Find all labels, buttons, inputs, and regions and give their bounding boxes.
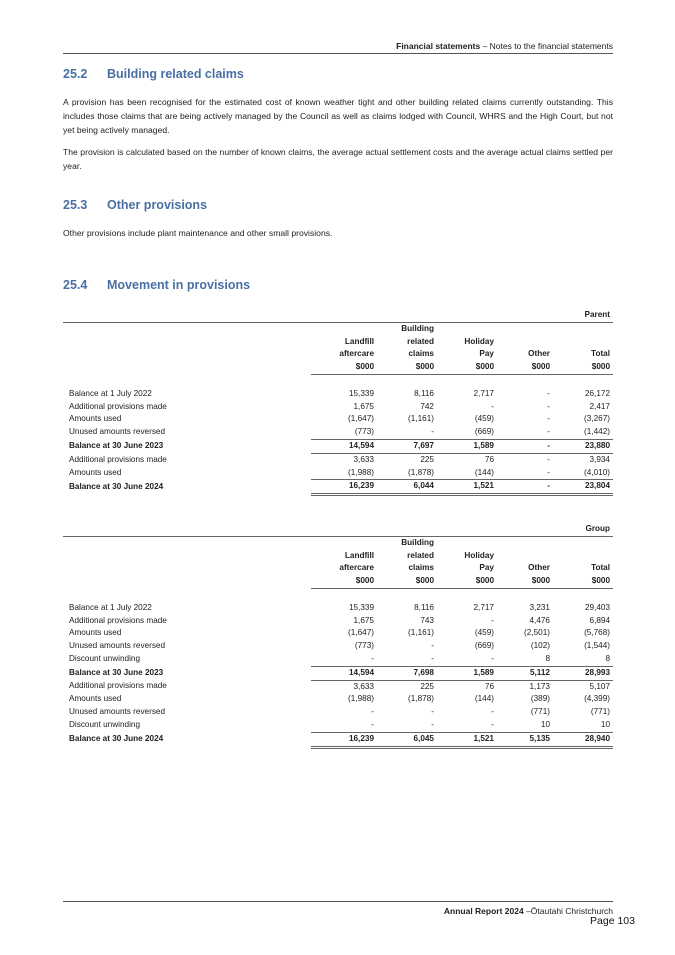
cell-total: 6,894 xyxy=(589,615,611,625)
cell-other: - xyxy=(547,427,550,437)
col-other-unit: $000 xyxy=(497,361,553,374)
col-total-line3: Total xyxy=(591,349,610,359)
cell-building: 743 xyxy=(420,615,434,625)
row-label: Balance at 30 June 2024 xyxy=(69,481,164,491)
cell-total: (3,267) xyxy=(584,414,610,424)
col-landfill-line2: Landfill xyxy=(344,336,374,346)
cell-holiday: (144) xyxy=(474,467,494,477)
cell-other: 5,112 xyxy=(497,666,553,680)
column-header-row-3 xyxy=(63,562,613,575)
col-other-line1 xyxy=(497,322,553,335)
cell-total: (5,768) xyxy=(584,628,611,638)
row-label: Discount unwinding xyxy=(69,654,141,664)
col-building-line2: related xyxy=(407,336,434,346)
cell-building: 742 xyxy=(420,401,434,411)
cell-holiday: 76 xyxy=(484,681,494,691)
cell-landfill: 3,633 xyxy=(353,454,374,464)
cell-other: - xyxy=(497,439,553,453)
col-total-line1 xyxy=(553,322,613,335)
cell-total: 29,403 xyxy=(584,602,611,612)
cell-building: - xyxy=(431,427,434,437)
subtotal-row xyxy=(63,666,613,680)
col-holiday-line3: Pay xyxy=(479,563,494,573)
cell-other: 3,231 xyxy=(529,602,550,612)
table-row xyxy=(63,413,613,426)
row-label: Amounts used xyxy=(69,694,122,704)
row-label: Balance at 1 July 2022 xyxy=(69,388,152,398)
cell-holiday: (144) xyxy=(474,694,494,704)
col-building-unit: $000 xyxy=(377,361,437,374)
cell-landfill: 16,239 xyxy=(311,732,377,747)
cell-total: (771) xyxy=(590,707,611,717)
cell-building: 7,697 xyxy=(377,439,437,453)
header-rule xyxy=(63,53,613,54)
cell-landfill: (1,988) xyxy=(348,694,374,704)
cell-total: 8 xyxy=(605,653,611,663)
cell-other: (2,501) xyxy=(524,628,550,638)
cell-building: - xyxy=(431,719,434,729)
col-other-unit: $000 xyxy=(497,575,553,588)
cell-landfill: 1,675 xyxy=(353,615,374,625)
closing-balance-row xyxy=(63,732,613,747)
col-building-unit: $000 xyxy=(377,575,437,588)
cell-building: - xyxy=(431,641,434,651)
section-number: 25.4 xyxy=(63,278,88,292)
cell-other: (102) xyxy=(530,641,550,651)
cell-landfill: - xyxy=(371,719,374,729)
cell-other: 1,173 xyxy=(529,681,550,691)
table-row xyxy=(63,693,613,706)
col-other-line3: Other xyxy=(528,349,550,359)
header-section: Financial statements xyxy=(396,41,481,51)
cell-other: - xyxy=(547,401,550,411)
cell-holiday: - xyxy=(491,719,494,729)
cell-building: 6,045 xyxy=(377,732,437,747)
cell-total: 23,804 xyxy=(553,480,613,495)
section-number: 25.2 xyxy=(63,67,88,81)
cell-holiday: 1,589 xyxy=(437,439,497,453)
cell-holiday: - xyxy=(491,707,494,717)
section-number: 25.3 xyxy=(63,198,88,212)
entity-header-row xyxy=(63,523,613,536)
cell-holiday: 76 xyxy=(484,454,494,464)
cell-building: 225 xyxy=(420,681,434,691)
cell-total: 28,940 xyxy=(553,732,613,747)
cell-building: 8,116 xyxy=(414,602,434,612)
column-header-row-2 xyxy=(63,550,613,563)
col-building-line1: Building xyxy=(401,323,434,333)
cell-holiday: 2,717 xyxy=(473,388,494,398)
row-label: Additional provisions made xyxy=(69,615,167,625)
table-row xyxy=(63,615,613,628)
cell-total: (4,399) xyxy=(584,694,611,704)
cell-holiday: (669) xyxy=(474,427,494,437)
table-row xyxy=(63,640,613,653)
row-label: Amounts used xyxy=(69,628,122,638)
cell-holiday: 1,589 xyxy=(437,666,497,680)
cell-building: - xyxy=(431,707,434,717)
entity-header-row xyxy=(63,309,613,322)
table-row xyxy=(63,401,613,414)
table-row xyxy=(63,602,613,615)
col-landfill-line3: aftercare xyxy=(339,349,374,359)
footer-report: Annual Report 2024 xyxy=(443,906,524,916)
cell-other: - xyxy=(497,480,553,495)
building-claims-paragraph-1: A provision has been recognised for the estimated cost of known weather tight and other building related claims currently outstanding. This includes those claims that are being actively managed by the Council as well as claims lodged with Council, WHRS and the High Court, but not yet being actively managed. xyxy=(63,97,613,135)
running-header xyxy=(63,41,613,51)
row-label: Amounts used xyxy=(69,414,122,424)
row-label: Unused amounts reversed xyxy=(69,707,166,717)
other-provisions-paragraph: Other provisions include plant maintenance and other small provisions. xyxy=(63,228,333,238)
cell-other: 4,476 xyxy=(529,615,550,625)
cell-landfill: 16,239 xyxy=(311,480,377,495)
col-other-line2 xyxy=(497,336,553,349)
building-claims-paragraph-2: The provision is calculated based on the number of known claims, the average actual settlement costs and the average actual claims settled per year. xyxy=(63,147,613,171)
col-holiday-unit: $000 xyxy=(437,361,497,374)
section-title-text: Movement in provisions xyxy=(107,278,251,292)
cell-building: 7,698 xyxy=(377,666,437,680)
cell-other: (771) xyxy=(530,707,550,717)
cell-building: 6,044 xyxy=(377,480,437,495)
cell-other: 10 xyxy=(540,719,550,729)
column-header-row-1 xyxy=(63,322,613,335)
cell-other: (389) xyxy=(530,694,550,704)
section-title-text: Other provisions xyxy=(107,198,208,212)
spacer-row xyxy=(63,374,613,387)
cell-building: (1,161) xyxy=(408,414,434,424)
entity-label: Parent xyxy=(311,309,613,322)
cell-holiday: (669) xyxy=(474,641,494,651)
column-header-row-units xyxy=(63,575,613,588)
col-holiday-line3: Pay xyxy=(479,349,494,359)
footer-separator: – xyxy=(523,906,531,916)
col-other-line3: Other xyxy=(528,563,550,573)
cell-holiday: 1,521 xyxy=(437,480,497,495)
closing-balance-row xyxy=(63,480,613,495)
col-holiday-line2: Holiday xyxy=(464,336,494,346)
cell-total: 5,107 xyxy=(589,681,611,691)
cell-landfill: - xyxy=(371,707,374,717)
cell-other: - xyxy=(547,414,550,424)
cell-total: 26,172 xyxy=(584,388,610,398)
cell-other: - xyxy=(547,467,550,477)
footer-rule xyxy=(63,901,613,902)
cell-holiday: (459) xyxy=(474,414,494,424)
table-row xyxy=(63,426,613,439)
cell-holiday: - xyxy=(491,653,494,663)
cell-total: (1,544) xyxy=(584,641,611,651)
row-label: Additional provisions made xyxy=(69,454,167,464)
cell-total: (4,010) xyxy=(584,467,610,477)
parent-movement-table xyxy=(63,309,613,496)
cell-other: - xyxy=(547,388,550,398)
column-header-row-units xyxy=(63,361,613,374)
cell-total: 10 xyxy=(600,719,611,729)
col-landfill-line1 xyxy=(311,322,377,335)
col-landfill-unit: $000 xyxy=(311,361,377,374)
entity-label: Group xyxy=(311,523,613,536)
cell-total: 3,934 xyxy=(589,454,610,464)
row-label: Balance at 30 June 2024 xyxy=(69,734,164,744)
column-header-row-2 xyxy=(63,336,613,349)
cell-other: - xyxy=(547,454,550,464)
header-subsection: Notes to the financial statements xyxy=(489,41,613,51)
col-total-line2 xyxy=(553,336,613,349)
col-building-line2: related xyxy=(407,550,434,560)
cell-holiday: - xyxy=(491,615,494,625)
cell-holiday: 1,521 xyxy=(437,732,497,747)
cell-landfill: 15,339 xyxy=(348,602,374,612)
row-label: Balance at 30 June 2023 xyxy=(69,667,164,677)
subtotal-row xyxy=(63,439,613,453)
table-row xyxy=(63,706,613,719)
cell-landfill: (773) xyxy=(354,427,374,437)
group-movement-table xyxy=(63,523,613,749)
table-row xyxy=(63,680,613,693)
row-label: Balance at 30 June 2023 xyxy=(69,440,164,450)
cell-holiday: 2,717 xyxy=(473,602,494,612)
cell-building: (1,878) xyxy=(408,694,434,704)
row-label: Unused amounts reversed xyxy=(69,427,166,437)
row-label: Additional provisions made xyxy=(69,681,167,691)
cell-landfill: (1,647) xyxy=(348,628,374,638)
cell-building: 225 xyxy=(420,454,434,464)
table-row xyxy=(63,627,613,640)
col-total-line2 xyxy=(553,550,613,563)
row-label: Balance at 1 July 2022 xyxy=(69,602,152,612)
cell-other: 8 xyxy=(545,653,550,663)
cell-landfill: (1,988) xyxy=(348,467,374,477)
col-landfill-line1 xyxy=(311,536,377,549)
col-total-unit: $000 xyxy=(553,361,613,374)
cell-landfill: 14,594 xyxy=(311,439,377,453)
cell-total: 28,993 xyxy=(553,666,613,680)
cell-holiday: - xyxy=(491,401,494,411)
col-holiday-line1 xyxy=(437,322,497,335)
table-row xyxy=(63,653,613,666)
col-holiday-unit: $000 xyxy=(437,575,497,588)
cell-landfill: 3,633 xyxy=(353,681,374,691)
footer-org: Ōtautahi Christchurch xyxy=(530,906,613,916)
cell-building: (1,878) xyxy=(408,467,434,477)
page-footer xyxy=(63,906,613,916)
table-row xyxy=(63,388,613,401)
section-25-2-title xyxy=(63,67,244,81)
col-other-line1 xyxy=(497,536,553,549)
section-25-4-title xyxy=(63,278,250,292)
col-total-unit: $000 xyxy=(553,575,613,588)
cell-total: (1,442) xyxy=(584,427,610,437)
col-total-line3: Total xyxy=(591,563,611,573)
cell-landfill: 1,675 xyxy=(353,401,374,411)
column-header-row-1 xyxy=(63,536,613,549)
cell-holiday: (459) xyxy=(474,628,494,638)
table-row xyxy=(63,453,613,466)
row-label: Discount unwinding xyxy=(69,720,141,730)
page-number: Page 103 xyxy=(590,915,635,927)
cell-building: (1,161) xyxy=(408,628,434,638)
cell-landfill: - xyxy=(371,653,374,663)
col-landfill-line3: aftercare xyxy=(339,563,374,573)
section-title-text: Building related claims xyxy=(107,67,244,81)
cell-building: 8,116 xyxy=(414,388,434,398)
table-row xyxy=(63,467,613,480)
cell-landfill: 14,594 xyxy=(311,666,377,680)
row-label: Additional provisions made xyxy=(69,401,167,411)
cell-total: 23,880 xyxy=(553,439,613,453)
cell-building: - xyxy=(431,653,434,663)
col-holiday-line1 xyxy=(437,536,497,549)
col-holiday-line2: Holiday xyxy=(464,550,494,560)
col-landfill-unit: $000 xyxy=(311,575,377,588)
col-building-line1: Building xyxy=(401,537,434,547)
col-other-line2 xyxy=(497,550,553,563)
table-row xyxy=(63,719,613,732)
cell-landfill: (1,647) xyxy=(348,414,374,424)
section-25-3-title xyxy=(63,198,207,212)
row-label: Amounts used xyxy=(69,467,122,477)
col-total-line1 xyxy=(553,536,613,549)
spacer-row xyxy=(63,588,613,601)
cell-total: 2,417 xyxy=(589,401,610,411)
col-building-line3: claims xyxy=(408,349,434,359)
cell-other: 5,135 xyxy=(497,732,553,747)
col-landfill-line2: Landfill xyxy=(344,550,374,560)
column-header-row-3 xyxy=(63,348,613,361)
col-building-line3: claims xyxy=(408,563,434,573)
row-label: Unused amounts reversed xyxy=(69,641,166,651)
header-separator: – xyxy=(480,41,490,51)
cell-landfill: (773) xyxy=(354,641,374,651)
cell-landfill: 15,339 xyxy=(348,388,374,398)
